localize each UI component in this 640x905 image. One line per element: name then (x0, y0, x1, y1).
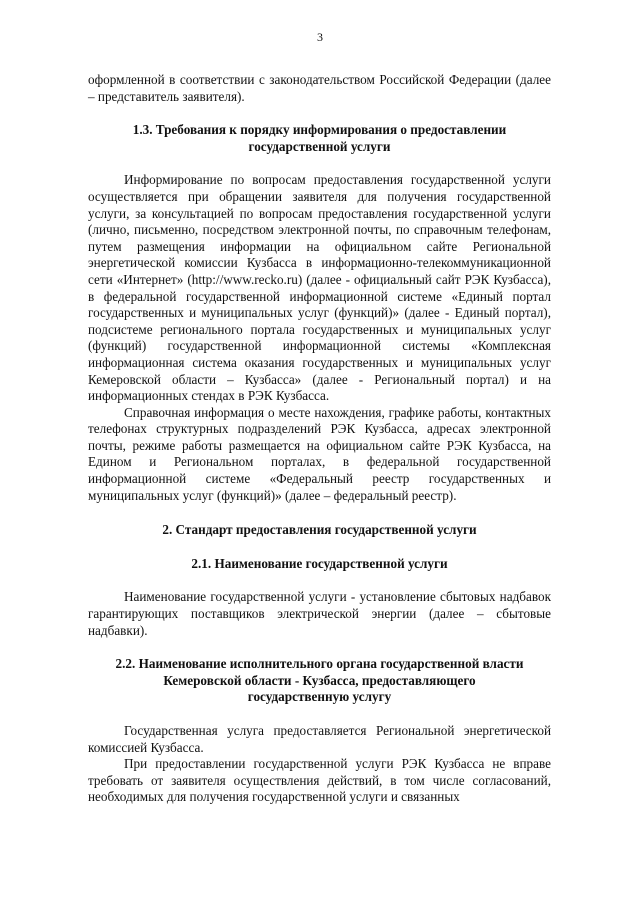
service-name-paragraph: Наименование государственной услуги - установление сбытовых надбавок гарантирующих поставщиков электрической энергии (далее – сбытовые надбавки). (88, 589, 551, 638)
restriction-paragraph: При предоставлении государственной услуги РЭК Кузбасса не вправе требовать от заявителя осуществления действий, в том числе согласований, необходимых для получения государственной услуги и связанных (88, 756, 551, 805)
section-heading-2: 2. Стандарт предоставления государственной услуги (162, 522, 477, 538)
service-provider-paragraph: Государственная услуга предоставляется Региональной энергетической комиссией Кузбасса. (88, 723, 551, 755)
section-heading-1-3 (88, 122, 551, 155)
section-heading-2-2-line2: Кемеровской области - Кузбасса, предоставляющего (163, 672, 476, 688)
section-heading-1-3-line2: государственной услуги (248, 138, 391, 154)
document-body (88, 72, 551, 806)
intro-continuation-paragraph: оформленной в соответствии с законодательством Российской Федерации (далее – представитель заявителя). (88, 72, 551, 104)
section-heading-2-2-line3: государственную услугу (247, 689, 392, 705)
section-heading-2-1: 2.1. Наименование государственной услуги (191, 555, 448, 571)
section-heading-2-2-line1: 2.2. Наименование исполнительного органа государственной власти (115, 656, 524, 672)
information-paragraph: Информирование по вопросам предоставления государственной услуги осуществляется при обращении заявителя для получения государственной услуги, за консультацией по вопросам предоставления государственной услуги (лично, письменно, посредством электронной почты, по справочным телефонам, путем размещения информации на официальном сайте Региональной энергетической комиссии Кузбасса в информационно-телекоммуникационной сети «Интернет» (http://www.recko.ru) (далее - официальный сайт РЭК Кузбасса), в федеральной государственной информационной системе «Единый портал государственных и муниципальных услуг (функций)» (далее - Единый портал), подсистеме регионального портала государственных и муниципальных услуг (функций) государственной информационной системы «Комплексная информационная система оказания государственных и муниципальных услуг Кемеровской области – Кузбасса» (далее - Региональный портал) и на информационных стендах в РЭК Кузбасса. (88, 172, 551, 404)
section-heading-2-2 (88, 656, 551, 706)
page-number: 3 (317, 30, 323, 44)
section-heading-1-3-line1: 1.3. Требования к порядку информирования о предоставлении (132, 122, 507, 138)
reference-info-paragraph: Справочная информация о месте нахождения, графике работы, контактных телефонах структурных подразделений РЭК Кузбасса, адресах электронной почты, режиме работы размещается на официальном сайте РЭК Кузбасса, на Едином и Региональном порталах, в федеральной государственной информационной системе «Федеральный реестр государственных и муниципальных услуг (функций)» (далее – федеральный реестр). (88, 404, 551, 503)
